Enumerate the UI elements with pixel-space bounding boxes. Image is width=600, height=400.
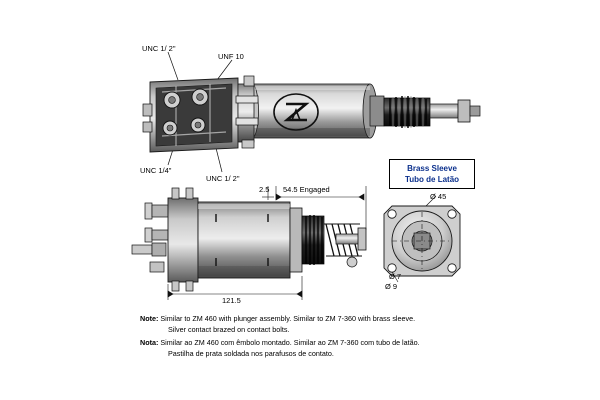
top-perspective-view <box>143 52 480 172</box>
dimension-phi-9: Ø 9 <box>385 282 398 291</box>
note-portuguese-line2-row <box>168 349 334 360</box>
rubber-boot <box>384 96 430 128</box>
side-end-cap <box>168 198 198 282</box>
note-english-line2-row <box>168 325 289 336</box>
solenoid-barrel <box>246 84 378 138</box>
badge-line-1: Brass Sleeve <box>407 164 457 173</box>
note-english-line1: Similar to ZM 460 with plunger assembly. Similar to ZM 7-360 with brass sleeve. <box>160 314 416 323</box>
dimension-54-5: 54.5 Engaged <box>283 185 330 194</box>
callout-unc-half-top: UNC 1/ 2" <box>142 44 176 53</box>
side-terminal-bolts <box>132 203 168 272</box>
note-portuguese-line1: Similar ao ZM 460 com êmbolo montado. Similar ao ZM 7-360 com tubo de latão. <box>160 338 420 347</box>
side-collar <box>290 208 302 272</box>
callout-unc-half-bottom: UNC 1/ 2" <box>206 174 240 183</box>
dimension-121-5: 121.5 <box>222 296 241 305</box>
callout-unc-quarter: UNC 1/4" <box>140 166 172 175</box>
note-english-label: Note: <box>140 314 159 323</box>
brass-sleeve-badge <box>389 159 475 189</box>
note-portuguese-label: Nota: <box>140 338 159 347</box>
dimension-phi-7: Ø 7 <box>389 272 402 281</box>
side-section-view <box>132 186 366 300</box>
note-portuguese-line2: Pastilha de prata soldada nos parafusos de contato. <box>168 349 334 358</box>
note-english-line2: Silver contact brazed on contact bolts. <box>168 325 290 334</box>
dimension-2-5: 2.5 <box>259 185 270 194</box>
plunger-rod <box>336 228 366 267</box>
badge-line-2: Tubo de Latão <box>404 175 460 184</box>
note-portuguese <box>140 338 420 349</box>
plunger-boot-assembly <box>370 96 480 128</box>
end-face-view <box>384 196 460 282</box>
note-english <box>140 314 415 325</box>
side-housing <box>198 202 290 278</box>
callout-unf-10: UNF 10 <box>218 52 244 61</box>
terminal-end-cover <box>143 78 238 152</box>
dimension-phi-45: Ø 45 <box>430 192 447 201</box>
side-rubber-boot <box>302 215 324 265</box>
